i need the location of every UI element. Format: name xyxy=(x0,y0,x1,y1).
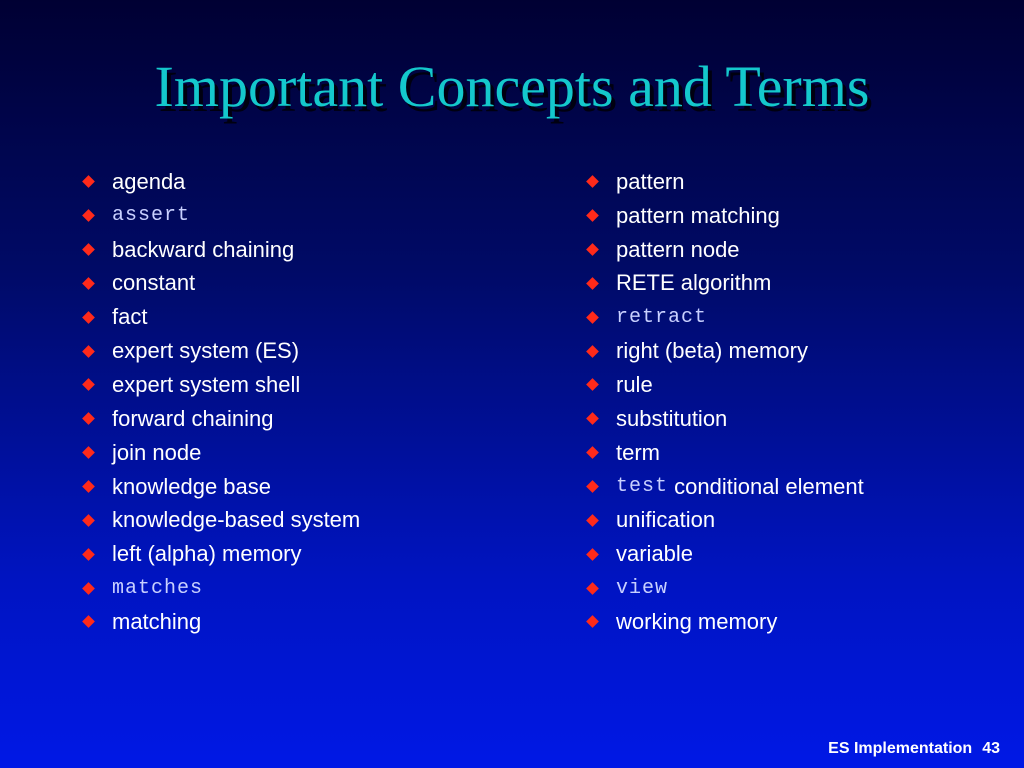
term-label: term xyxy=(616,439,660,465)
list-item xyxy=(82,470,360,504)
term-label: forward chaining xyxy=(112,405,274,431)
term-label: fact xyxy=(112,304,148,330)
list-item xyxy=(82,537,360,571)
red-diamond-bullet-icon xyxy=(82,379,95,392)
term-label: join node xyxy=(112,439,202,465)
term-label: pattern matching xyxy=(616,202,780,228)
red-diamond-bullet-icon xyxy=(82,616,95,629)
red-diamond-bullet-icon xyxy=(586,548,599,561)
list-item xyxy=(586,199,864,233)
list-item xyxy=(82,605,360,639)
list-item xyxy=(82,503,360,537)
red-diamond-bullet-icon xyxy=(586,514,599,527)
term-label: knowledge-based system xyxy=(112,507,361,533)
term-label: knowledge base xyxy=(112,473,272,499)
red-diamond-bullet-icon xyxy=(82,243,95,256)
list-item xyxy=(82,368,360,402)
red-diamond-bullet-icon xyxy=(82,446,95,459)
term-label: constant xyxy=(112,270,196,296)
list-item xyxy=(586,470,864,504)
red-diamond-bullet-icon xyxy=(586,176,599,189)
term-label: matching xyxy=(112,608,202,634)
list-item xyxy=(586,267,864,301)
term-label: left (alpha) memory xyxy=(112,541,302,567)
list-item xyxy=(586,537,864,571)
list-item xyxy=(82,300,360,334)
code-term: retract xyxy=(616,305,708,329)
term-label: working memory xyxy=(616,608,778,634)
term-label: backward chaining xyxy=(112,236,295,262)
red-diamond-bullet-icon xyxy=(586,582,599,595)
red-diamond-bullet-icon xyxy=(82,345,95,358)
list-item xyxy=(586,233,864,267)
red-diamond-bullet-icon xyxy=(586,345,599,358)
slide-title: Important Concepts and Terms xyxy=(154,54,870,119)
list-item xyxy=(586,368,864,402)
list-item xyxy=(82,165,360,199)
list-item xyxy=(586,503,864,537)
red-diamond-bullet-icon xyxy=(586,616,599,629)
term-label: conditional element xyxy=(668,473,864,499)
term-label: rule xyxy=(616,371,653,397)
red-diamond-bullet-icon xyxy=(82,209,95,222)
list-item xyxy=(586,300,864,334)
list-item xyxy=(586,402,864,436)
list-item xyxy=(82,267,360,301)
list-item xyxy=(82,402,360,436)
red-diamond-bullet-icon xyxy=(82,277,95,290)
red-diamond-bullet-icon xyxy=(586,379,599,392)
term-label: expert system shell xyxy=(112,371,301,397)
terms-list-left xyxy=(82,165,360,639)
term-label: right (beta) memory xyxy=(616,338,808,364)
list-item xyxy=(82,571,360,605)
list-item xyxy=(586,571,864,605)
red-diamond-bullet-icon xyxy=(586,311,599,324)
red-diamond-bullet-icon xyxy=(586,412,599,425)
red-diamond-bullet-icon xyxy=(82,176,95,189)
list-item xyxy=(586,334,864,368)
code-term: view xyxy=(616,576,669,600)
code-term: assert xyxy=(112,204,191,228)
red-diamond-bullet-icon xyxy=(82,514,95,527)
slide-footer xyxy=(828,740,1000,758)
red-diamond-bullet-icon xyxy=(586,277,599,290)
list-item xyxy=(82,436,360,470)
list-item xyxy=(82,233,360,267)
red-diamond-bullet-icon xyxy=(82,412,95,425)
list-item xyxy=(82,334,360,368)
code-term: test xyxy=(616,475,669,499)
term-label: expert system (ES) xyxy=(112,338,300,364)
term-label: pattern node xyxy=(616,236,740,262)
red-diamond-bullet-icon xyxy=(586,480,599,493)
term-label: unification xyxy=(616,507,716,533)
term-label: substitution xyxy=(616,405,728,431)
term-label: agenda xyxy=(112,168,186,194)
red-diamond-bullet-icon xyxy=(82,480,95,493)
red-diamond-bullet-icon xyxy=(586,243,599,256)
red-diamond-bullet-icon xyxy=(82,582,95,595)
red-diamond-bullet-icon xyxy=(82,311,95,324)
red-diamond-bullet-icon xyxy=(586,446,599,459)
term-label: RETE algorithm xyxy=(616,270,772,296)
page-number: 43 xyxy=(982,740,1000,757)
red-diamond-bullet-icon xyxy=(586,209,599,222)
list-item xyxy=(586,436,864,470)
footer-label: ES Implementation xyxy=(828,740,973,757)
terms-list-right xyxy=(586,165,864,639)
red-diamond-bullet-icon xyxy=(82,548,95,561)
term-label: variable xyxy=(616,541,694,567)
list-item xyxy=(586,605,864,639)
list-item xyxy=(82,199,360,233)
term-label: pattern xyxy=(616,168,685,194)
list-item xyxy=(586,165,864,199)
code-term: matches xyxy=(112,576,204,600)
